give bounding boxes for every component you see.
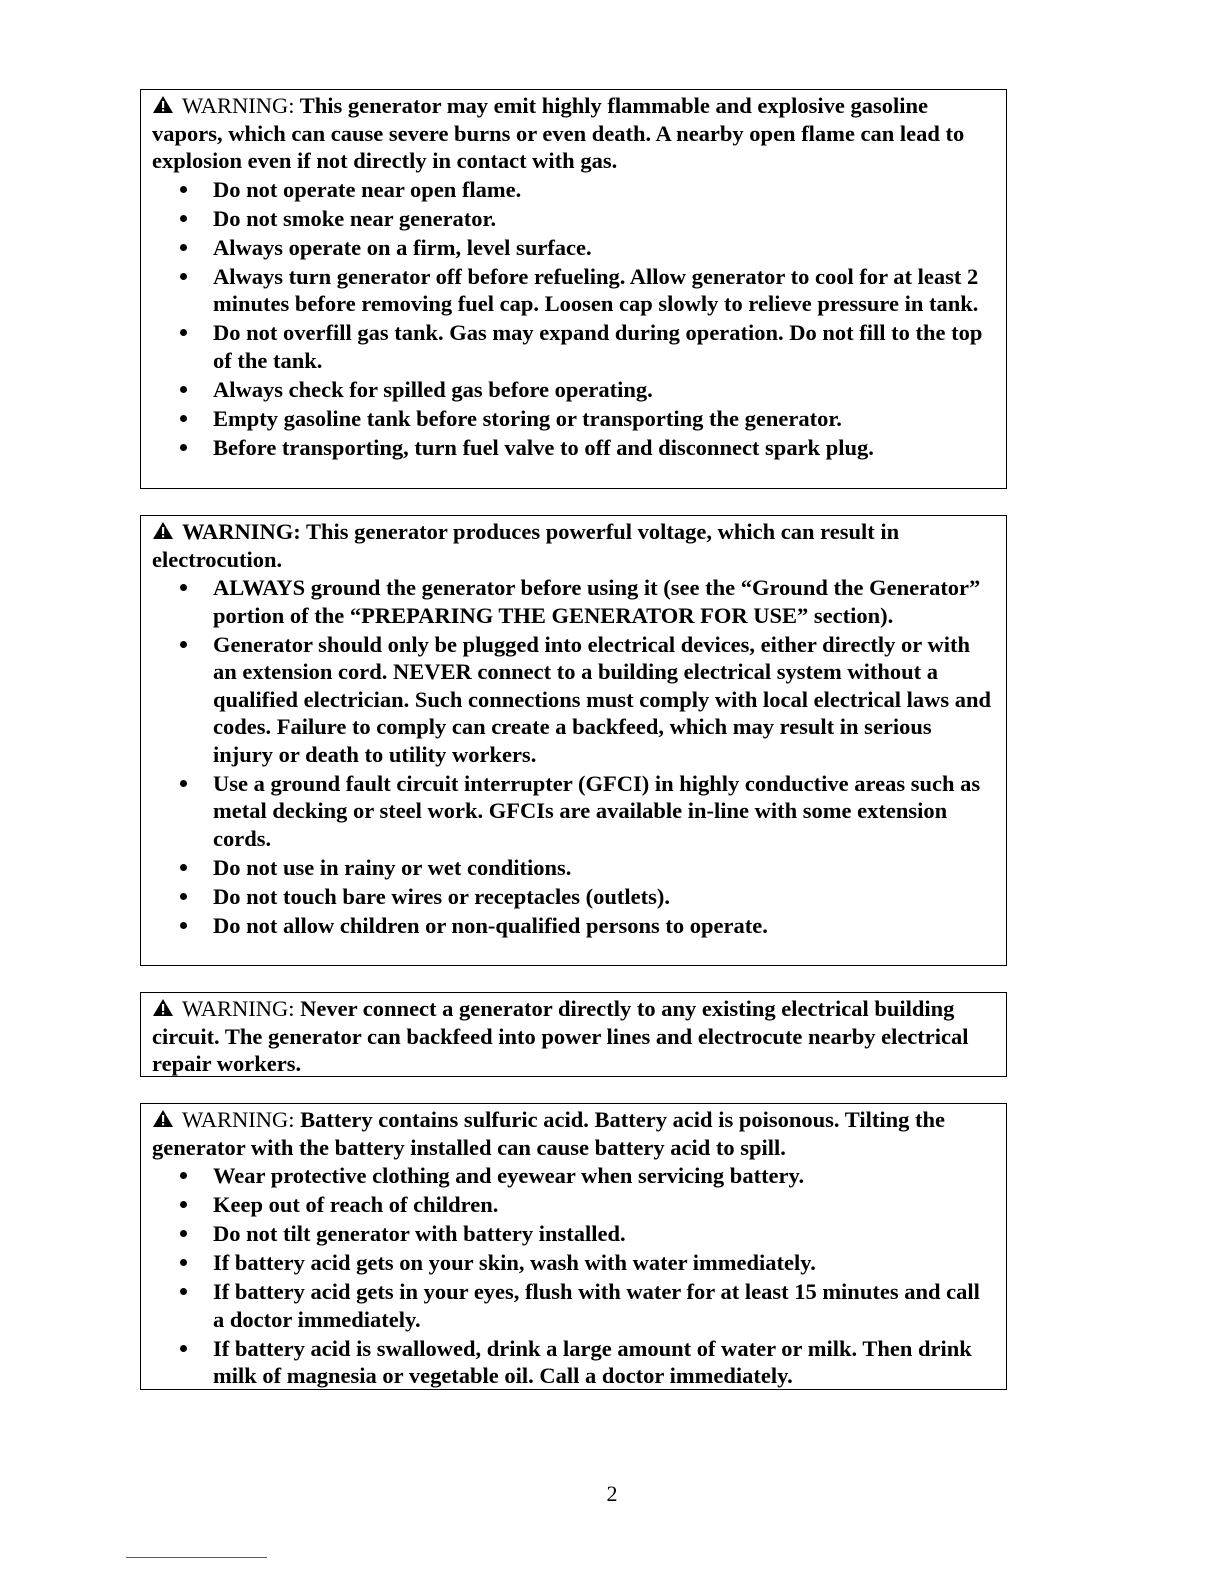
warning-text: Never connect a generator directly to any existing electrical building circuit. The generator can backfeed into power lines and electrocute nearby electrical repair workers. <box>152 996 969 1076</box>
warning-box-battery <box>140 1103 1007 1390</box>
warning-intro <box>152 1106 996 1161</box>
list-item: Always operate on a firm, level surface. <box>213 234 996 262</box>
list-item: Do not use in rainy or wet conditions. <box>213 854 996 882</box>
list-item: Keep out of reach of children. <box>213 1191 996 1219</box>
warning-triangle-icon <box>152 521 174 540</box>
list-item: ALWAYS ground the generator before using it (see the “Ground the Generator” portion of the “PREPARING THE GENERATOR FOR USE” section). <box>213 574 996 629</box>
warning-triangle-icon <box>152 1109 174 1128</box>
list-item: Do not touch bare wires or receptacles (outlets). <box>213 883 996 911</box>
list-item: If battery acid gets in your eyes, flush with water for at least 15 minutes and call a doctor immediately. <box>213 1278 996 1333</box>
warning-label: WARNING: <box>182 1107 295 1132</box>
warning-intro <box>152 92 996 175</box>
warning-label: WARNING: <box>182 996 295 1021</box>
list-item: Do not operate near open flame. <box>213 176 996 204</box>
list-item: Use a ground fault circuit interrupter (GFCI) in highly conductive areas such as metal decking or steel work. GFCIs are available in-line with some extension cords. <box>213 770 996 853</box>
page-number: 2 <box>606 1481 618 1506</box>
list-item: Before transporting, turn fuel valve to off and disconnect spark plug. <box>213 434 996 462</box>
list-item: Do not overfill gas tank. Gas may expand during operation. Do not fill to the top of the tank. <box>213 319 996 374</box>
list-item: If battery acid gets on your skin, wash with water immediately. <box>213 1249 996 1277</box>
warning-label: WARNING: <box>182 519 301 544</box>
warning-text: This generator may emit highly flammable and explosive gasoline vapors, which can cause severe burns or even death. A nearby open flame can lead to explosion even if not directly in contact with gas. <box>152 93 965 173</box>
list-item: Wear protective clothing and eyewear when servicing battery. <box>213 1162 996 1190</box>
warning-bullet-list <box>152 574 996 939</box>
warning-triangle-icon <box>152 998 174 1017</box>
warning-text: Battery contains sulfuric acid. Battery acid is poisonous. Tilting the generator with the battery installed can cause battery acid to spill. <box>152 1107 945 1160</box>
warning-text: This generator produces powerful voltage, which can result in electrocution. <box>152 519 900 572</box>
list-item: Always check for spilled gas before operating. <box>213 376 996 404</box>
list-item: Generator should only be plugged into electrical devices, either directly or with an extension cord. NEVER connect to a building electrical system without a qualified electrician. Such connections must comply with local electrical laws and codes. Failure to comply can create a backfeed, which may result in serious injury or death to utility workers. <box>213 631 996 769</box>
warning-box-backfeed <box>140 992 1007 1077</box>
list-item: Always turn generator off before refueling. Allow generator to cool for at least 2 minutes before removing fuel cap. Loosen cap slowly to relieve pressure in tank. <box>213 263 996 318</box>
list-item: Do not smoke near generator. <box>213 205 996 233</box>
warning-box-gasoline <box>140 89 1007 489</box>
list-item: Do not tilt generator with battery installed. <box>213 1220 996 1248</box>
list-item: Empty gasoline tank before storing or transporting the generator. <box>213 405 996 433</box>
footer-rule <box>126 1557 267 1558</box>
list-item: Do not allow children or non-qualified persons to operate. <box>213 912 996 940</box>
warning-triangle-icon <box>152 95 174 114</box>
list-item: If battery acid is swallowed, drink a large amount of water or milk. Then drink milk of magnesia or vegetable oil. Call a doctor immediately. <box>213 1335 996 1390</box>
warning-bullet-list <box>152 1162 996 1390</box>
warning-intro <box>152 518 996 573</box>
warning-label: WARNING: <box>182 93 295 118</box>
warning-intro <box>152 995 996 1077</box>
warning-bullet-list <box>152 176 996 462</box>
warning-box-electrocution <box>140 515 1007 966</box>
